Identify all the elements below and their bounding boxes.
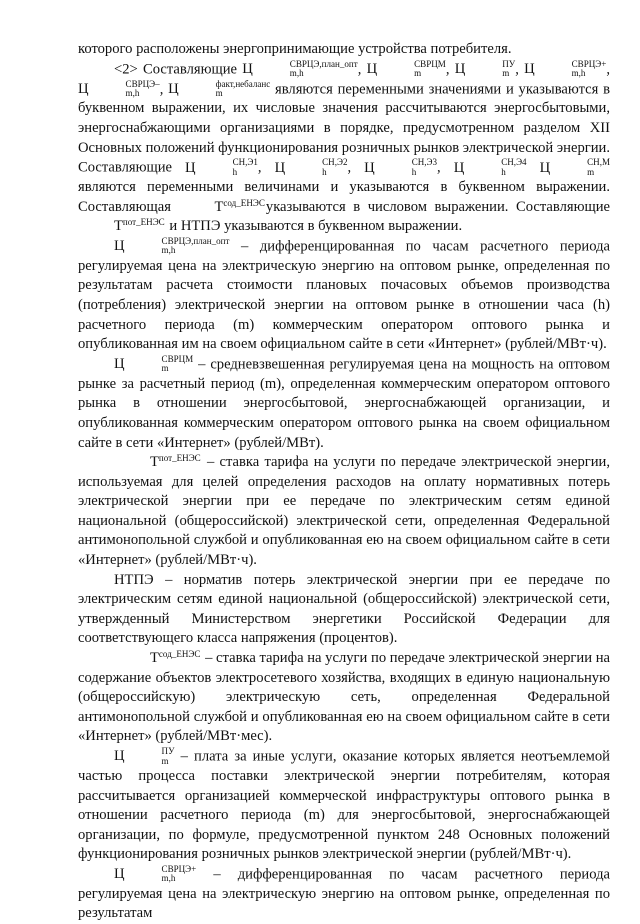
definition-t-pot-enes: $Т^{пот\_ЕНЭС}$ – ставка тарифа на услуги по передаче электрической энергии, используемая для целей определения расходов на оплату нормативных потерь электрической энергии при ее передаче по электрическим сетям единой национальной (общероссийской) электрической сети, определенная Федеральной антимонопольной службой и опубликованная ею на своем официальном сайте в сети «Интернет» (рублей/МВт·ч). xyxy=(78,453,610,569)
note-2-text-d: и НТПЭ указываются в буквенном выражении. xyxy=(165,218,463,235)
symbol-c-sn-m: Ц СН,М m xyxy=(539,157,611,177)
symbol-c-svrce-plan: Ц СВРЦЭ,план_опт m,h xyxy=(114,235,230,256)
symbol-c-sn-e4: Ц СН,Э4 h xyxy=(453,157,527,177)
symbol-c-svrcm: Ц СВРЦМ m xyxy=(114,353,194,374)
definition-c-svrcm: Ц СВРЦМ m – средневзвешенная регулируемая цена на мощность на оптовом рынке за расчетный период (m), определенная коммерческим оператором оптового рынка в отношении энергосбытовой, энергоснабжающей организации, и опубликованная коммерческим оператором оптового рынка на своем официальном сайте в сети «Интернет» (рублей/МВт). xyxy=(78,353,610,451)
note-2-text-c: указываются в числовом выражении. Составляющие xyxy=(265,198,611,215)
paragraph-continuation: которого расположены энергопринимающие устройства потребителя. xyxy=(78,41,512,57)
definition-ntpe: НТПЭ – норматив потерь электрической энергии при ее передаче по электрическим сетям единой национальной (общероссийской) электрической сети, утвержденный Министерством энергетики Российской Федерации для соответствующего класса напряжения (процентов). xyxy=(78,571,610,647)
symbol-c-pu: Ц ПУ m xyxy=(454,58,516,79)
symbol-c-svrce-plan: Ц СВРЦЭ,план_опт m,h xyxy=(242,58,358,79)
symbol-t-sod-enes: $Т^{сод\_ЕНЭС}$ xyxy=(150,649,201,667)
definition-c-svrce-plus: Ц СВРЦЭ+ m,h – дифференцированная по часам расчетного периода регулируемая цена на электрическую энергию на оптовом рынке, определенная по результатам xyxy=(78,863,610,922)
paragraph-note-2: <2> Составляющие Ц СВРЦЭ,план_опт m,h , Ц СВРЦМ m , Ц ПУ m , Ц СВРЦЭ+ m,h , Ц СВРЦЭ– m,h , Ц факт,небаланс m являются переменными значениями и указываются в буквенном выражении, их числовые значения рассчитываются энергосбытовыми, энергоснабжающими организациями в порядке, предусмотренном разделом XII Основных положений функционирования розничных рынков электрической энергии. Составляющие Ц СН,Э1 h , Ц СН,Э2 h , Ц СН,Э3 h , Ц СН,Э4 h Ц СН,М m являются переменными величинами и указываются в буквенном выражении. Составляющая $Т^{сод\_ЕНЭС}указываются$ в числовом выражении. Составляющие $Т^{пот\_ЕНЭС}$ и НТПЭ указываются в буквенном выражении. xyxy=(78,60,610,237)
symbol-c-svrce-plus: Ц СВРЦЭ+ m,h xyxy=(524,58,607,79)
symbol-t-sod-enes: $Т^{сод\_ЕНЭС}$ xyxy=(214,197,265,215)
symbol-c-sn-e2: Ц СН,Э2 h xyxy=(274,157,348,177)
symbol-c-fakt-nebalans: Ц факт,небаланс m xyxy=(168,78,271,98)
definition-c-pu: Ц ПУ m – плата за иные услуги, оказание которых является неотъемлемой частью процесса поставки электрической энергии потребителям, которая рассчитывается организацией коммерческой инфраструктуры оптового рынка в отношении расчетного периода (m) для энергосбытовой, энергоснабжающей организации, по формуле, предусмотренной пунктом 248 Основных положений функционирования розничных рынков электрической энергии (рублей/МВт·ч). xyxy=(78,746,610,863)
document-page xyxy=(78,40,610,924)
note-2-intro: <2> Составляющие xyxy=(114,60,243,77)
symbol-c-svrcm: Ц СВРЦМ m xyxy=(366,58,446,79)
symbol-c-pu: Ц ПУ m xyxy=(114,746,175,766)
symbol-c-sn-e3: Ц СН,Э3 h xyxy=(364,157,438,177)
symbol-c-svrce-plus: Ц СВРЦЭ+ m,h xyxy=(114,863,197,884)
note-2-text-a: являются переменными значениями и указываются в буквенном выражении, их числовые значения рассчитываются энергосбытовыми, энергоснабжающими организациями в порядке, предусмотренном разделом XII Основных положений функционирования розничных рынков электрической энергии. Составляющие xyxy=(78,80,610,176)
symbol-c-sn-e1: Ц СН,Э1 h xyxy=(185,157,258,177)
symbol-t-pot-enes: $Т^{пот\_ЕНЭС}$ xyxy=(150,453,201,471)
note-2-text-b: являются переменными величинами и указываются в буквенном выражении. Составляющая xyxy=(78,179,610,215)
definition-c-svrce-plan: Ц СВРЦЭ,план_опт m,h – дифференцированная по часам расчетного периода регулируемая цена на электрическую энергию на оптовом рынке, определенная по результатам расчета стоимости плановых почасовых объемов производства (потребления) электрической энергии на оптовом рынке в отношении часа (h) расчетного периода (m) коммерческим оператором оптового рынка и опубликованная им на своем официальном сайте в сети «Интернет» (рублей/МВт·ч). xyxy=(78,235,610,353)
definition-t-sod-enes: $Т^{сод\_ЕНЭС}$ – ставка тарифа на услуги по передаче электрической энергии на содержание объектов электросетевого хозяйства, входящих в единую национальную (общероссийскую) электрическую сеть, определенная Федеральной антимонопольной службой и опубликованная ею на своем официальном сайте в сети «Интернет» (рублей/МВт·мес). xyxy=(78,649,610,745)
symbol-t-pot-enes: $Т^{пот\_ЕНЭС}$ xyxy=(114,217,165,235)
symbol-c-svrce-minus: Ц СВРЦЭ– m,h xyxy=(78,78,160,98)
